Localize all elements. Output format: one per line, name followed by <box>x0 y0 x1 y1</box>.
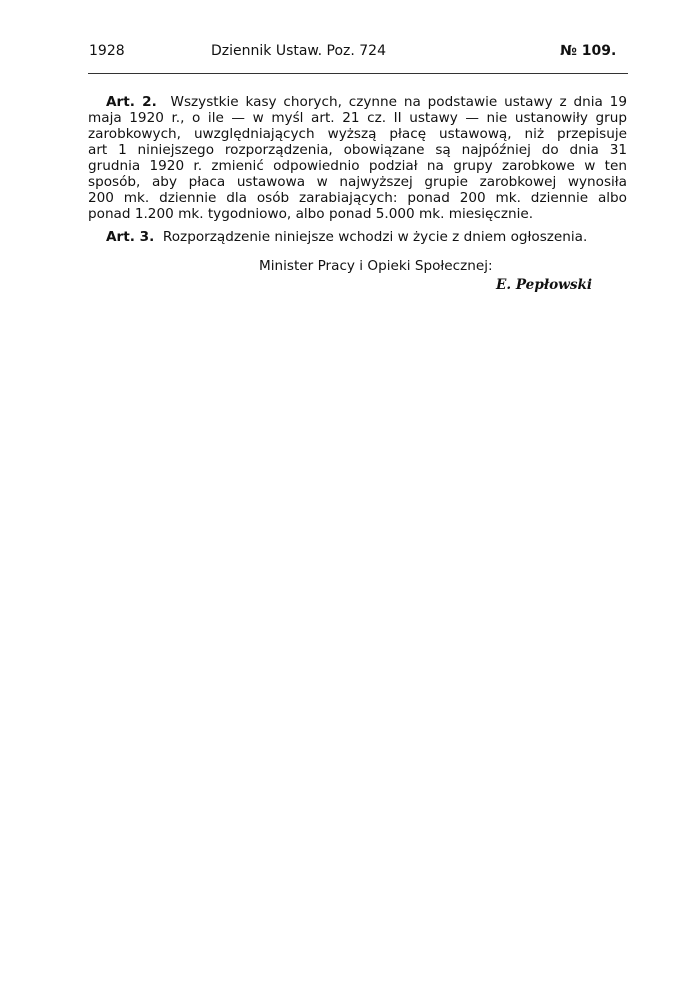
text-line: 200 mk. dziennie dla osób zarabiających: ponad 200 mk. dziennie albo <box>88 190 627 206</box>
text-line: sposób, aby płaca ustawowa w najwyższej grupie zarobkowej wynosiła <box>88 174 627 190</box>
text-line: grudnia 1920 r. zmienić odpowiednio podział na grupy zarobkowe w ten <box>88 158 627 174</box>
signatory-role: Minister Pracy i Opieki Społecznej: <box>259 258 493 274</box>
text-line <box>106 94 627 110</box>
article-3 <box>106 229 627 245</box>
text-span: Wszystkie kasy chorych, czynne na podstawie ustawy z dnia 19 <box>170 94 627 110</box>
article-label: Art. 2. <box>106 94 157 110</box>
text-line: art 1 niniejszego rozporządzenia, obowiązane są najpóźniej do dnia 31 <box>88 142 627 158</box>
page-year: 1928 <box>89 43 125 59</box>
signatory-name: E. Pepłowski <box>496 277 593 293</box>
issue-number: № 109. <box>560 43 617 59</box>
text-line: zarobkowych, uwzględniających wyższą płacę ustawową, niż przepisuje <box>88 126 627 142</box>
text-span: Rozporządzenie niniejsze wchodzi w życie z dniem ogłoszenia. <box>162 229 588 245</box>
text-line: ponad 1.200 mk. tygodniowo, albo ponad 5.000 mk. miesięcznie. <box>88 206 534 222</box>
journal-title: Dziennik Ustaw. Poz. 724 <box>211 43 386 59</box>
header-rule <box>88 73 628 74</box>
text-line: maja 1920 r., o ile — w myśl art. 21 cz. II ustawy — nie ustanowiły grup <box>88 110 627 126</box>
article-label: Art. 3. <box>106 229 155 245</box>
